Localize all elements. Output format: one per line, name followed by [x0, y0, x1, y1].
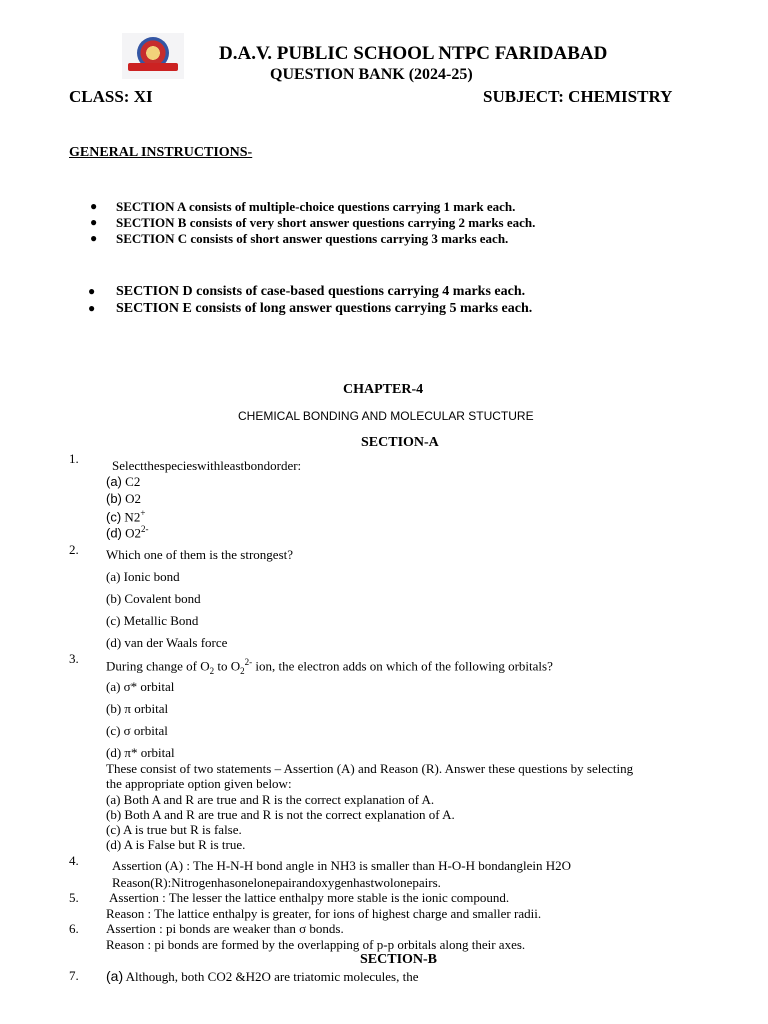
question-number: 2. [69, 542, 79, 557]
question-number: 7. [69, 968, 79, 983]
question-number: 5. [69, 890, 79, 905]
option-label: (a) [106, 474, 122, 489]
reason-text: Reason : The lattice enthalpy is greater, for ions of highest charge and smaller radii. [106, 906, 542, 921]
option: (b) Both A and R are true and R is not the correct explanation of A. [106, 807, 455, 822]
question-text: Which one of them is the strongest? [106, 547, 294, 562]
option: (d) A is False but R is true. [106, 837, 246, 852]
option: (b) Covalent bond [106, 591, 201, 606]
option: (c) A is true but R is false. [106, 822, 242, 837]
option: (d) $O2^{2-}$ [106, 524, 149, 541]
reason-text: Reason : pi bonds are formed by the overlapping of p-p orbitals along their axes. [106, 937, 526, 952]
class-label: CLASS: XI [69, 87, 153, 106]
option: (d) van der Waals force [106, 635, 228, 650]
option-label: (a) [106, 968, 124, 984]
bullet-icon: ● [88, 301, 96, 315]
option-label: (d) [106, 525, 122, 541]
bullet-icon: ● [90, 215, 98, 229]
option: (c) N2+ [106, 508, 146, 525]
question-number: 3. [69, 651, 79, 666]
chapter-number: CHAPTER-4 [343, 382, 424, 397]
question-text: (a) Although, both CO2 &H2O are triatomic molecules, the [106, 968, 419, 984]
question-number: 1. [69, 451, 79, 466]
assertion-instructions: These consist of two statements – Assertion (A) and Reason (R). Answer these questions by selecting [106, 761, 634, 776]
instruction-item: SECTION D consists of case-based questions carrying 4 marks each. [116, 284, 526, 299]
option: (c) Metallic Bond [106, 613, 199, 628]
bullet-icon: ● [90, 231, 98, 245]
option-label: (c) [106, 509, 122, 525]
school-logo [122, 33, 184, 79]
option: (a) σ* orbital [106, 679, 175, 694]
bullet-icon: ● [90, 199, 98, 213]
option: (b) O2 [106, 491, 142, 506]
section-b-heading: SECTION-B [360, 952, 438, 967]
option-label: (b) [106, 491, 122, 506]
reason-text: Reason(R):Nitrogenhasonelonepairandoxygenhastwolonepairs. [112, 875, 441, 890]
question-text: Selectthespecieswithleastbondorder: [112, 458, 302, 473]
assertion-text: Assertion : The lesser the lattice enthalpy more stable is the ionic compound. [109, 890, 510, 905]
option: (d) π* orbital [106, 745, 175, 760]
assertion-text: Assertion (A) : The H-N-H bond angle in NH3 is smaller than H-O-H bondanglein H2O [112, 858, 572, 873]
chapter-title: CHEMICAL BONDING AND MOLECULAR STUCTURE [238, 409, 534, 423]
question-text: During change of $O_2$ to $O_2^{2-}$ ion, the electron adds on which of the following orbitals? [106, 657, 553, 676]
school-name: D.A.V. PUBLIC SCHOOL NTPC FARIDABAD [219, 43, 608, 64]
instruction-item: SECTION E consists of long answer questions carrying 5 marks each. [116, 301, 533, 316]
instruction-item: SECTION A consists of multiple-choice questions carrying 1 mark each. [116, 199, 516, 214]
option: (a) C2 [106, 474, 141, 489]
question-number: 4. [69, 853, 79, 868]
question-number: 6. [69, 921, 79, 936]
assertion-text: Assertion : pi bonds are weaker than σ bonds. [106, 921, 344, 936]
option: (b) π orbital [106, 701, 169, 716]
section-a-heading: SECTION-A [361, 435, 439, 450]
instruction-item: SECTION C consists of short answer questions carrying 3 marks each. [116, 231, 509, 246]
assertion-instructions: the appropriate option given below: [106, 776, 292, 791]
question-bank-title: QUESTION BANK (2024-25) [270, 66, 473, 83]
option: (c) σ orbital [106, 723, 168, 738]
instructions-title: GENERAL INSTRUCTIONS- [69, 145, 253, 160]
bullet-icon: ● [88, 284, 96, 298]
option: (a) Both A and R are true and R is the correct explanation of A. [106, 792, 435, 807]
subject-label: SUBJECT: CHEMISTRY [483, 87, 673, 106]
instruction-item: SECTION B consists of very short answer questions carrying 2 marks each. [116, 215, 536, 230]
option: (a) Ionic bond [106, 569, 180, 584]
